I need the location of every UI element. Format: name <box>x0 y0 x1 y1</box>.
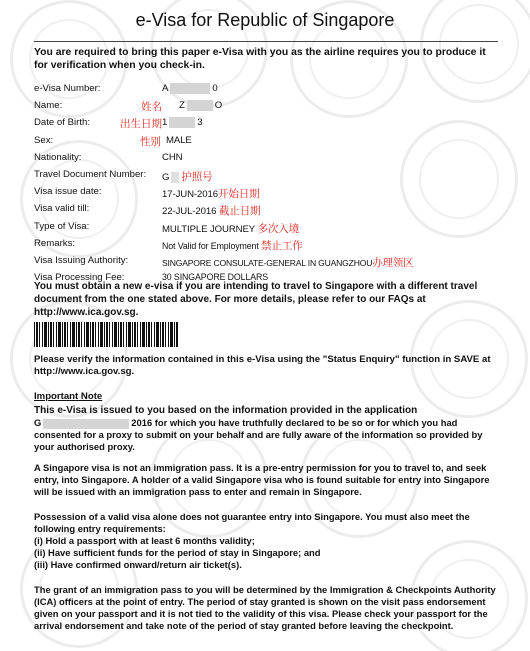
field-row-nationality <box>34 150 504 167</box>
field-label: Type of Visa: <box>34 220 90 232</box>
field-label: Name: <box>34 100 63 112</box>
annotation-end-date: 截止日期 <box>218 205 261 218</box>
field-row-evisa-number <box>34 81 504 98</box>
redaction-mask <box>171 172 179 183</box>
field-label: Visa issue date: <box>34 186 102 198</box>
field-label: Nationality: <box>34 151 82 163</box>
field-row-visa-type <box>34 219 504 236</box>
field-label: Visa Processing Fee: <box>34 272 125 284</box>
annotation-start-date: 开始日期 <box>217 188 260 201</box>
redaction-mask <box>170 83 210 94</box>
annotation-sex: 性别 <box>140 135 161 148</box>
new-visa-notice: You must obtain a new e-visa if you are intending to travel to Singapore with a different travel document from the one stated above. For more details, please refer to our FAQs at http://www.ica.gov.sg. <box>34 281 478 318</box>
annotation-visa-type: 多次入境 <box>257 222 300 235</box>
annotation-authority: 办理领区 <box>372 256 414 269</box>
field-value: Not Valid for Employment 禁止工作 <box>162 239 303 252</box>
annotation-passport: 护照号 <box>181 170 213 183</box>
field-value: Z O <box>179 100 223 112</box>
important-note-heading: Important Note <box>34 391 103 402</box>
annotation-remarks: 禁止工作 <box>261 239 303 252</box>
field-value: MULTIPLE JOURNEY 多次入境 <box>162 222 300 235</box>
intro-notice: You are required to bring this paper e-Visa with you as the airline requires you to produce it for verification when you check-in. <box>34 47 486 71</box>
field-label: Visa valid till: <box>34 203 90 215</box>
field-row-issuing-authority <box>34 253 504 270</box>
verify-notice: Please verify the information contained in this e-Visa using the "Status Enquiry" function in SAVE at http://www.ica.gov.sg. <box>34 354 491 377</box>
field-label: Remarks: <box>34 237 76 249</box>
field-row-valid-till <box>34 201 504 218</box>
field-label: e-Visa Number: <box>34 83 101 94</box>
entry-requirements-list <box>34 535 500 571</box>
field-value: 22-JUL-2016 截止日期 <box>162 205 261 218</box>
field-value: MALE <box>166 134 192 146</box>
redaction-mask <box>169 117 195 128</box>
field-row-dob <box>34 115 504 132</box>
field-value: G 护照号 <box>162 170 213 183</box>
important-note-p2: A Singapore visa is not an immigration pass. It is a pre-entry permission for you to travel to, and seek entry, into Singapore. A holder of a valid Singapore visa who is found suitable for entry into Singapore will be issued with an immigration pass to enter and remain in Singapore. <box>34 462 490 497</box>
field-row-remarks <box>34 236 504 253</box>
document-title: e-Visa for Republic of Singapore <box>135 10 395 30</box>
annotation-dob: 出生日期 <box>120 118 162 131</box>
field-value: 30 SINGAPORE DOLLARS <box>162 272 269 283</box>
field-value: 1 3 <box>162 117 203 129</box>
field-row-issue-date <box>34 184 504 201</box>
annotation-name: 姓名 <box>141 101 162 114</box>
field-value: A 0 <box>162 83 218 95</box>
list-item: (ii) Have sufficient funds for the period of stay in Singapore; and <box>34 547 321 558</box>
field-row-travel-document <box>34 167 504 184</box>
field-value: 17-JUN-2016开始日期 <box>162 188 260 201</box>
important-note-p1-rest: G 2016 for which you have truthfully declared to be so or for which you had consented for a proxy to submit on your behalf and are fully aware of the information so provided by your authorised proxy. <box>34 417 483 453</box>
list-item: (i) Hold a passport with at least 6 months validity; <box>34 535 255 546</box>
important-note-p1 <box>34 405 500 453</box>
field-label: Travel Document Number: <box>34 168 147 180</box>
field-value: SINGAPORE CONSULATE-GENERAL IN GUANGZHOU办理领区 <box>162 256 414 269</box>
field-value: CHN <box>162 151 183 163</box>
field-label: Sex: <box>34 134 54 146</box>
important-note-p3 <box>34 511 500 571</box>
important-note-p1-start: This e-Visa is issued to you based on the information provided in the application <box>34 405 418 416</box>
barcode <box>34 322 178 347</box>
field-row-name <box>34 98 504 115</box>
field-label: Date of Birth: <box>34 117 90 129</box>
field-row-sex <box>34 133 504 150</box>
list-item: (iii) Have confirmed onward/return air ticket(s). <box>34 559 242 570</box>
title-divider <box>34 41 498 42</box>
redaction-mask <box>187 100 213 111</box>
important-note-p3-text: Possession of a valid visa alone does not guarantee entry into Singapore. You must also meet the following entry requirements: <box>34 511 470 534</box>
redaction-mask <box>43 419 129 429</box>
important-note-p4: The grant of an immigration pass to you will be determined by the Immigration & Checkpoints Authority (ICA) officers at the point of entry. The period of stay granted is shown on the visit pass endorsement given on your passport and it is not tied to the validity of this visa. Please check your passport for the arrival endorsement and take note of the period of stay granted before leaving the checkpoint. <box>34 584 496 631</box>
field-label: Visa Issuing Authority: <box>34 254 129 266</box>
visa-details <box>34 81 504 287</box>
